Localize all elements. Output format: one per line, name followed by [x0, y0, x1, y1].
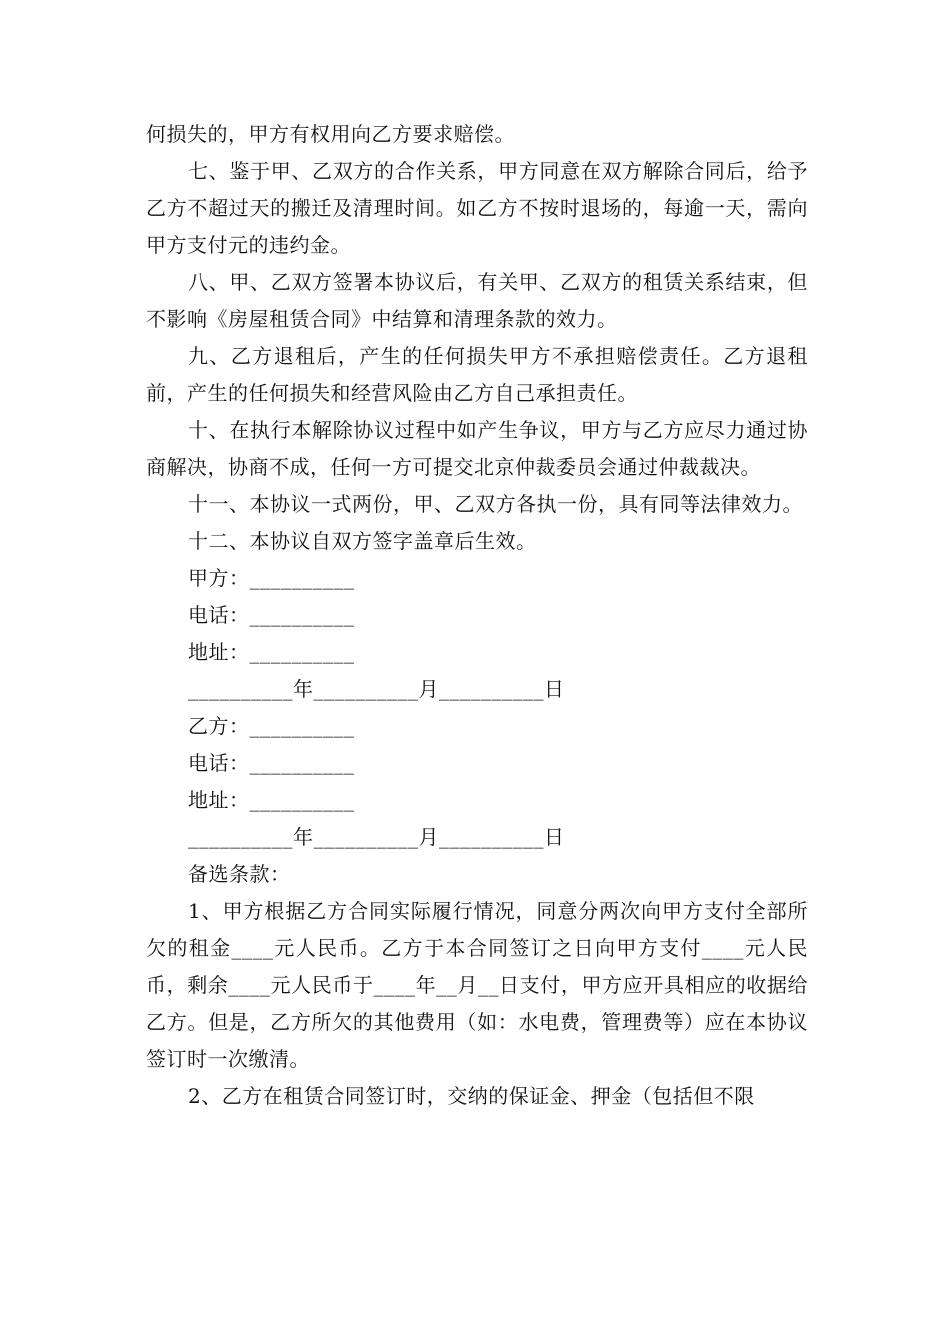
party-b-address-field: 地址：__________ — [188, 788, 355, 812]
optional-clause-1: 1、甲方根据乙方合同实际履行情况，同意分两次向甲方支付全部所欠的租金____元人民币。乙方于本合同签订之日向甲方支付____元人民币，剩余____元人民币于____年__月__日支付，甲方应开具相应的收据给乙方。但是，乙方所欠的其他费用（如：水电费，管理费等）应在本协议签订时一次缴清。 — [146, 899, 808, 1071]
clause-10: 十、在执行本解除协议过程中如产生争议，甲方与乙方应尽力通过协商解决，协商不成，任何一方可提交北京仲裁委员会通过仲裁裁决。 — [146, 418, 808, 479]
clause-12: 十二、本协议自双方签字盖章后生效。 — [188, 529, 537, 553]
party-a-address-field: 地址：__________ — [188, 640, 355, 664]
party-b-date-field: __________年__________月__________日 — [188, 825, 565, 849]
party-a-phone-field: 电话：__________ — [188, 603, 355, 627]
optional-clause-2: 2、乙方在租赁合同签订时，交纳的保证金、押金（包括但不限 — [188, 1084, 755, 1108]
party-b-signature-block — [146, 708, 808, 856]
party-a-signature-block — [146, 560, 808, 708]
clause-7: 七、鉴于甲、乙双方的合作关系，甲方同意在双方解除合同后，给予乙方不超过天的搬迁及清理时间。如乙方不按时退场的，每逾一天，需向甲方支付元的违约金。 — [146, 159, 808, 257]
clause-11: 十一、本协议一式两份，甲、乙双方各执一份，具有同等法律效力。 — [188, 492, 803, 516]
clause-9: 九、乙方退租后，产生的任何损失甲方不承担赔偿责任。乙方退租前，产生的任何损失和经营风险由乙方自己承担责任。 — [146, 344, 808, 405]
clause-8: 八、甲、乙双方签署本协议后，有关甲、乙双方的租赁关系结束，但不影响《房屋租赁合同》中结算和清理条款的效力。 — [146, 270, 808, 331]
document-body — [146, 116, 808, 1115]
party-a-name-field: 甲方：__________ — [188, 566, 355, 590]
party-b-name-field: 乙方：__________ — [188, 714, 355, 738]
party-a-date-field: __________年__________月__________日 — [188, 677, 565, 701]
optional-clauses-heading: 备选条款： — [188, 862, 291, 886]
party-b-phone-field: 电话：__________ — [188, 751, 355, 775]
paragraph-continuation: 何损失的，甲方有权用向乙方要求赔偿。 — [146, 122, 515, 146]
